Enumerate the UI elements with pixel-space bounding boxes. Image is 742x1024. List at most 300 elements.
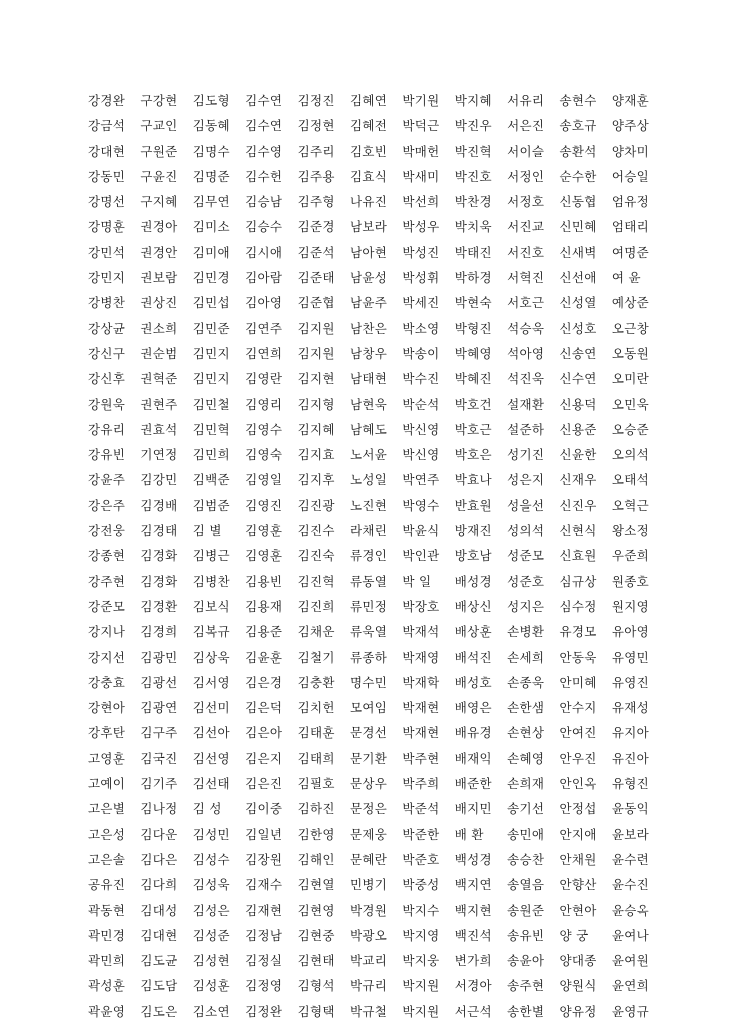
name-cell: 박연주 bbox=[402, 472, 440, 488]
name-cell: 김준석 bbox=[297, 244, 335, 260]
name-cell: 노진현 bbox=[349, 497, 388, 513]
name-cell: 왕소정 bbox=[611, 523, 650, 539]
name-cell: 박준호 bbox=[402, 851, 440, 867]
name-cell: 박새미 bbox=[402, 168, 440, 184]
name-cell: 안미혜 bbox=[559, 674, 597, 690]
name-cell: 박효나 bbox=[454, 472, 492, 488]
name-cell: 성은지 bbox=[507, 472, 545, 488]
name-cell: 강대현 bbox=[88, 143, 126, 159]
name-cell: 김채운 bbox=[297, 624, 335, 640]
name-cell: 김민혁 bbox=[192, 421, 230, 437]
name-cell: 배석진 bbox=[454, 649, 492, 665]
name-cell: 김다은 bbox=[140, 851, 178, 867]
name-cell: 성지은 bbox=[507, 598, 545, 614]
name-cell: 석승욱 bbox=[507, 320, 545, 336]
name-cell: 석진욱 bbox=[507, 371, 545, 387]
name-cell: 오의석 bbox=[611, 447, 650, 463]
name-cell: 문경선 bbox=[349, 725, 388, 741]
name-cell: 강신구 bbox=[88, 345, 126, 361]
name-cell: 김정실 bbox=[245, 953, 283, 969]
name-cell: 백성경 bbox=[454, 851, 492, 867]
name-cell: 순수한 bbox=[559, 168, 597, 184]
name-cell: 류동열 bbox=[349, 573, 388, 589]
name-cell: 박태진 bbox=[454, 244, 492, 260]
name-cell: 박지영 bbox=[402, 927, 440, 943]
name-cell: 김민경 bbox=[192, 270, 230, 286]
name-cell: 김경화 bbox=[140, 548, 178, 564]
name-cell: 김민희 bbox=[192, 447, 230, 463]
name-cell: 강은주 bbox=[88, 497, 126, 513]
name-cell: 윤수진 bbox=[611, 877, 650, 893]
name-cell: 신진우 bbox=[559, 497, 597, 513]
name-cell: 김영훈 bbox=[245, 548, 283, 564]
name-cell: 송주현 bbox=[507, 978, 545, 994]
name-cell: 권현주 bbox=[140, 396, 178, 412]
name-cell: 김해인 bbox=[297, 851, 335, 867]
name-cell: 김명수 bbox=[192, 143, 230, 159]
name-cell: 배지민 bbox=[454, 801, 492, 817]
name-cell: 김민지 bbox=[192, 371, 230, 387]
name-cell: 김지후 bbox=[297, 472, 335, 488]
name-cell: 박순석 bbox=[402, 396, 440, 412]
name-cell: 모여임 bbox=[349, 700, 388, 716]
name-cell: 김경배 bbox=[140, 497, 178, 513]
name-cell: 박교리 bbox=[349, 953, 388, 969]
name-cell: 신민혜 bbox=[559, 219, 597, 235]
name-cell: 박재현 bbox=[402, 700, 440, 716]
name-cell: 박성휘 bbox=[402, 270, 440, 286]
name-cell: 박규철 bbox=[349, 1003, 388, 1019]
name-cell: 신성열 bbox=[559, 295, 597, 311]
name-cell: 박형진 bbox=[454, 320, 492, 336]
name-cell: 김기주 bbox=[140, 776, 178, 792]
name-cell: 김성수 bbox=[192, 851, 230, 867]
name-cell: 김미애 bbox=[192, 244, 230, 260]
name-cell: 박송이 bbox=[402, 345, 440, 361]
name-cell: 성의석 bbox=[507, 523, 545, 539]
name-cell: 박기원 bbox=[402, 93, 440, 108]
name-cell: 박진혁 bbox=[454, 143, 492, 159]
name-cell: 권경아 bbox=[140, 219, 178, 235]
name-cell: 김정남 bbox=[245, 927, 283, 943]
name-cell: 김아람 bbox=[245, 270, 283, 286]
name-cell: 성준모 bbox=[507, 548, 545, 564]
name-cell: 강지선 bbox=[88, 649, 126, 665]
name-cell: 김영란 bbox=[245, 371, 283, 387]
name-cell: 송유빈 bbox=[507, 927, 545, 943]
name-cell: 김영진 bbox=[245, 497, 283, 513]
name-cell: 서진호 bbox=[507, 244, 545, 260]
name-cell: 오태석 bbox=[611, 472, 650, 488]
name-cell: 엄유정 bbox=[611, 194, 650, 210]
name-cell: 김영일 bbox=[245, 472, 283, 488]
name-cell: 양대종 bbox=[559, 953, 597, 969]
name-cell: 손혜영 bbox=[507, 750, 545, 766]
name-cell: 윤수련 bbox=[611, 851, 650, 867]
name-cell: 서은진 bbox=[507, 118, 545, 134]
name-cell: 안향산 bbox=[559, 877, 597, 893]
name-cell: 변가희 bbox=[454, 953, 492, 969]
name-cell: 곽윤영 bbox=[88, 1003, 126, 1019]
name-cell: 류욱열 bbox=[349, 624, 388, 640]
name-cell: 오민욱 bbox=[611, 396, 650, 412]
name-cell: 김형택 bbox=[297, 1003, 335, 1019]
name-cell: 서근석 bbox=[454, 1003, 492, 1019]
name-cell: 김강민 bbox=[140, 472, 178, 488]
name-cell: 오근창 bbox=[611, 320, 650, 336]
name-cell: 김이중 bbox=[245, 801, 283, 817]
name-cell: 김용준 bbox=[245, 624, 283, 640]
name-cell: 김지형 bbox=[297, 396, 335, 412]
name-cell: 김준경 bbox=[297, 219, 335, 235]
name-cell: 김영리 bbox=[245, 396, 283, 412]
name-cell: 유영민 bbox=[611, 649, 650, 665]
name-cell: 문기환 bbox=[349, 750, 388, 766]
name-cell: 신선애 bbox=[559, 270, 597, 286]
name-cell: 김서영 bbox=[192, 674, 230, 690]
name-cell: 김선영 bbox=[192, 750, 230, 766]
name-cell: 김선태 bbox=[192, 776, 230, 792]
name-cell: 송열음 bbox=[507, 877, 545, 893]
name-cell: 배성경 bbox=[454, 573, 492, 589]
name-cell: 윤승옥 bbox=[611, 902, 650, 918]
name-cell: 김지원 bbox=[297, 320, 335, 336]
name-cell: 김영수 bbox=[245, 421, 283, 437]
name-cell: 송민애 bbox=[507, 826, 545, 842]
name-cell: 박진호 bbox=[454, 168, 492, 184]
name-cell: 김 별 bbox=[192, 523, 222, 539]
name-cell: 석아영 bbox=[507, 345, 545, 361]
name-cell: 김승남 bbox=[245, 194, 283, 210]
name-cell: 김현중 bbox=[297, 927, 335, 943]
name-cell: 백진석 bbox=[454, 927, 492, 943]
name-cell: 박덕근 bbox=[402, 118, 440, 134]
name-cell: 배재익 bbox=[454, 750, 492, 766]
name-cell: 우준희 bbox=[611, 548, 650, 564]
name-cell: 김효식 bbox=[349, 168, 388, 184]
name-cell: 박진우 bbox=[454, 118, 492, 134]
name-cell: 김하진 bbox=[297, 801, 335, 817]
name-cell: 강지나 bbox=[88, 624, 126, 640]
name-cell: 방재진 bbox=[454, 523, 492, 539]
name-cell: 안수지 bbox=[559, 700, 597, 716]
name-cell: 윤보라 bbox=[611, 826, 650, 842]
name-cell: 강종현 bbox=[88, 548, 126, 564]
name-cell: 구윤진 bbox=[140, 168, 178, 184]
name-cell: 박지웅 bbox=[402, 953, 440, 969]
name-cell: 윤영규 bbox=[611, 1003, 650, 1019]
name-cell: 성준호 bbox=[507, 573, 545, 589]
name-cell: 김경환 bbox=[140, 598, 178, 614]
name-cell: 서경아 bbox=[454, 978, 492, 994]
name-cell: 안우진 bbox=[559, 750, 597, 766]
name-cell: 김복규 bbox=[192, 624, 230, 640]
name-cell: 노성일 bbox=[349, 472, 388, 488]
name-cell: 신용준 bbox=[559, 421, 597, 437]
name-cell: 원종호 bbox=[611, 573, 650, 589]
name-cell: 안여진 bbox=[559, 725, 597, 741]
name-cell: 박인관 bbox=[402, 548, 440, 564]
name-cell: 어승일 bbox=[611, 168, 650, 184]
name-cell: 김용재 bbox=[245, 598, 283, 614]
name-cell: 남창우 bbox=[349, 345, 388, 361]
name-cell: 안현아 bbox=[559, 902, 597, 918]
name-cell: 문정은 bbox=[349, 801, 388, 817]
name-cell: 박치욱 bbox=[454, 219, 492, 235]
name-cell: 강상균 bbox=[88, 320, 126, 336]
name-cell: 남혜도 bbox=[349, 421, 388, 437]
name-cell: 김영훈 bbox=[245, 523, 283, 539]
name-cell: 김보식 bbox=[192, 598, 230, 614]
name-cell: 강충효 bbox=[88, 674, 126, 690]
name-cell: 강경완 bbox=[88, 93, 126, 108]
name-cell: 김충환 bbox=[297, 674, 335, 690]
name-cell: 김혜연 bbox=[349, 93, 388, 108]
name-cell: 김도담 bbox=[140, 978, 178, 994]
name-cell: 곽동현 bbox=[88, 902, 126, 918]
name-cell: 박세진 bbox=[402, 295, 440, 311]
name-cell: 유형진 bbox=[611, 776, 650, 792]
name-cell: 박신영 bbox=[402, 447, 440, 463]
name-cell: 손병환 bbox=[507, 624, 545, 640]
name-cell: 김진희 bbox=[297, 598, 335, 614]
name-cell: 김주용 bbox=[297, 168, 335, 184]
name-cell: 박하경 bbox=[454, 270, 492, 286]
name-cell: 박혜영 bbox=[454, 345, 492, 361]
name-cell: 김명준 bbox=[192, 168, 230, 184]
name-cell: 박광오 bbox=[349, 927, 388, 943]
name-cell: 배성호 bbox=[454, 674, 492, 690]
name-cell: 오승준 bbox=[611, 421, 650, 437]
name-cell: 박재현 bbox=[402, 725, 440, 741]
name-cell: 김나정 bbox=[140, 801, 178, 817]
name-cell: 박주희 bbox=[402, 776, 440, 792]
name-cell: 권상진 bbox=[140, 295, 178, 311]
name-cell: 김소연 bbox=[192, 1003, 230, 1019]
name-cell: 유지아 bbox=[611, 725, 650, 741]
name-cell: 송현수 bbox=[559, 93, 597, 108]
name-cell: 김대현 bbox=[140, 927, 178, 943]
name-cell: 김지혜 bbox=[297, 421, 335, 437]
name-cell: 박재영 bbox=[402, 649, 440, 665]
name-cell: 권효석 bbox=[140, 421, 178, 437]
name-cell: 김준태 bbox=[297, 270, 335, 286]
name-cell: 손종욱 bbox=[507, 674, 545, 690]
name-cell: 오동원 bbox=[611, 345, 650, 361]
name-cell: 박호은 bbox=[454, 447, 492, 463]
name-cell: 손한샘 bbox=[507, 700, 545, 716]
name-cell: 강금석 bbox=[88, 118, 126, 134]
name-cell: 박지원 bbox=[402, 978, 440, 994]
name-cell: 김지원 bbox=[297, 345, 335, 361]
name-cell: 손세희 bbox=[507, 649, 545, 665]
name-cell: 구지혜 bbox=[140, 194, 178, 210]
name-cell: 신재우 bbox=[559, 472, 597, 488]
name-cell: 김성준 bbox=[192, 927, 230, 943]
name-cell: 류경인 bbox=[349, 548, 388, 564]
name-cell: 강명선 bbox=[88, 194, 126, 210]
name-cell: 송환석 bbox=[559, 143, 597, 159]
name-cell: 강유빈 bbox=[88, 447, 126, 463]
name-cell: 고은별 bbox=[88, 801, 126, 817]
name-cell: 박주현 bbox=[402, 750, 440, 766]
name-cell: 김상욱 bbox=[192, 649, 230, 665]
name-cell: 양차미 bbox=[611, 143, 650, 159]
name-cell: 설재환 bbox=[507, 396, 545, 412]
name-cell: 윤동익 bbox=[611, 801, 650, 817]
name-cell: 반효원 bbox=[454, 497, 492, 513]
name-cell: 박중성 bbox=[402, 877, 440, 893]
name-cell: 박영수 bbox=[402, 497, 440, 513]
name-cell: 김은경 bbox=[245, 674, 283, 690]
name-cell: 김경태 bbox=[140, 523, 178, 539]
name-cell: 유재성 bbox=[611, 700, 650, 716]
name-cell: 배상훈 bbox=[454, 624, 492, 640]
name-cell: 문혜란 bbox=[349, 851, 388, 867]
name-cell: 김윤훈 bbox=[245, 649, 283, 665]
name-cell: 김진혁 bbox=[297, 573, 335, 589]
name-cell: 성을선 bbox=[507, 497, 545, 513]
name-cell: 여명준 bbox=[611, 244, 650, 260]
name-cell: 엄태리 bbox=[611, 219, 650, 235]
name-cell: 송원준 bbox=[507, 902, 545, 918]
name-cell: 박찬경 bbox=[454, 194, 492, 210]
name-cell: 김병찬 bbox=[192, 573, 230, 589]
name-cell: 곽성훈 bbox=[88, 978, 126, 994]
name-cell: 배유경 bbox=[454, 725, 492, 741]
name-cell: 김한영 bbox=[297, 826, 335, 842]
name-cell: 김민지 bbox=[192, 345, 230, 361]
name-cell: 오미란 bbox=[611, 371, 650, 387]
name-cell: 남아현 bbox=[349, 244, 388, 260]
name-cell: 김은덕 bbox=[245, 700, 283, 716]
name-cell: 김은아 bbox=[245, 725, 283, 741]
name-cell: 김수연 bbox=[245, 118, 283, 134]
name-cell: 김은지 bbox=[245, 750, 283, 766]
name-cell: 신윤한 bbox=[559, 447, 597, 463]
name-cell: 강주현 bbox=[88, 573, 126, 589]
name-cell: 여 윤 bbox=[611, 270, 641, 286]
name-cell: 박재석 bbox=[402, 624, 440, 640]
name-cell: 김주리 bbox=[297, 143, 335, 159]
name-cell: 윤여원 bbox=[611, 953, 650, 969]
name-cell: 박 일 bbox=[402, 573, 432, 589]
name-cell: 강병찬 bbox=[88, 295, 126, 311]
name-cell: 권소희 bbox=[140, 320, 178, 336]
name-cell: 김수연 bbox=[245, 93, 283, 108]
name-cell: 나유진 bbox=[349, 194, 388, 210]
name-cell: 김동혜 bbox=[192, 118, 230, 134]
name-cell: 양유정 bbox=[559, 1003, 597, 1019]
name-cell: 서호근 bbox=[507, 295, 545, 311]
name-cell: 김성은 bbox=[192, 902, 230, 918]
name-cell: 김철기 bbox=[297, 649, 335, 665]
name-cell: 김시애 bbox=[245, 244, 283, 260]
name-cell: 남태현 bbox=[349, 371, 388, 387]
name-cell: 신효원 bbox=[559, 548, 597, 564]
name-cell: 박지수 bbox=[402, 902, 440, 918]
name-cell: 박혜진 bbox=[454, 371, 492, 387]
name-cell: 구교인 bbox=[140, 118, 178, 134]
name-cell: 방호남 bbox=[454, 548, 492, 564]
name-cell: 박매헌 bbox=[402, 143, 440, 159]
name-cell: 윤여나 bbox=[611, 927, 650, 943]
name-cell: 강민지 bbox=[88, 270, 126, 286]
name-cell: 김재수 bbox=[245, 877, 283, 893]
name-cell: 박지혜 bbox=[454, 93, 492, 108]
name-cell: 강동민 bbox=[88, 168, 126, 184]
name-cell: 신수연 bbox=[559, 371, 597, 387]
name-cell: 양원식 bbox=[559, 978, 597, 994]
name-cell: 강준모 bbox=[88, 598, 126, 614]
name-cell: 오혁근 bbox=[611, 497, 650, 513]
name-cell: 라채린 bbox=[349, 523, 388, 539]
name-cell: 김수헌 bbox=[245, 168, 283, 184]
name-cell: 배 환 bbox=[454, 826, 484, 842]
name-cell: 권경안 bbox=[140, 244, 178, 260]
name-cell: 김 성 bbox=[192, 801, 222, 817]
name-cell: 박호근 bbox=[454, 421, 492, 437]
name-cell: 서혁진 bbox=[507, 270, 545, 286]
name-cell: 김진수 bbox=[297, 523, 335, 539]
name-cell: 강원욱 bbox=[88, 396, 126, 412]
name-cell: 안동욱 bbox=[559, 649, 597, 665]
name-cell: 김무연 bbox=[192, 194, 230, 210]
name-cell: 김경희 bbox=[140, 624, 178, 640]
name-cell: 서정인 bbox=[507, 168, 545, 184]
name-cell: 강후탄 bbox=[88, 725, 126, 741]
name-cell: 김경화 bbox=[140, 573, 178, 589]
name-cell: 배상신 bbox=[454, 598, 492, 614]
name-cell: 송기선 bbox=[507, 801, 545, 817]
name-cell: 유영진 bbox=[611, 674, 650, 690]
name-cell: 박성진 bbox=[402, 244, 440, 260]
name-cell: 설준하 bbox=[507, 421, 545, 437]
name-cell: 김형석 bbox=[297, 978, 335, 994]
name-cell: 배영은 bbox=[454, 700, 492, 716]
name-cell: 김진숙 bbox=[297, 548, 335, 564]
name-cell: 김미소 bbox=[192, 219, 230, 235]
name-cell: 안인옥 bbox=[559, 776, 597, 792]
name-cell: 김은진 bbox=[245, 776, 283, 792]
name-cell: 강전웅 bbox=[88, 523, 126, 539]
name-cell: 명수민 bbox=[349, 674, 388, 690]
name-cell: 서이슬 bbox=[507, 143, 545, 159]
name-cell: 김지효 bbox=[297, 447, 335, 463]
name-cell: 남찬은 bbox=[349, 320, 388, 336]
name-cell: 문제웅 bbox=[349, 826, 388, 842]
name-cell: 유경모 bbox=[559, 624, 597, 640]
name-cell: 김현태 bbox=[297, 953, 335, 969]
name-cell: 김범준 bbox=[192, 497, 230, 513]
name-cell: 권혁준 bbox=[140, 371, 178, 387]
name-cell: 유진아 bbox=[611, 750, 650, 766]
name-cell: 강현아 bbox=[88, 700, 126, 716]
name-grid bbox=[88, 88, 742, 1024]
name-cell: 윤연희 bbox=[611, 978, 650, 994]
name-cell: 신현식 bbox=[559, 523, 597, 539]
name-cell: 박현숙 bbox=[454, 295, 492, 311]
name-cell: 김광민 bbox=[140, 649, 178, 665]
name-cell: 김성민 bbox=[192, 826, 230, 842]
name-cell: 김연희 bbox=[245, 345, 283, 361]
name-cell: 김도형 bbox=[192, 93, 230, 108]
name-cell: 박호건 bbox=[454, 396, 492, 412]
name-cell: 김정영 bbox=[245, 978, 283, 994]
name-cell: 서진교 bbox=[507, 219, 545, 235]
name-cell: 김용빈 bbox=[245, 573, 283, 589]
name-cell: 김아영 bbox=[245, 295, 283, 311]
